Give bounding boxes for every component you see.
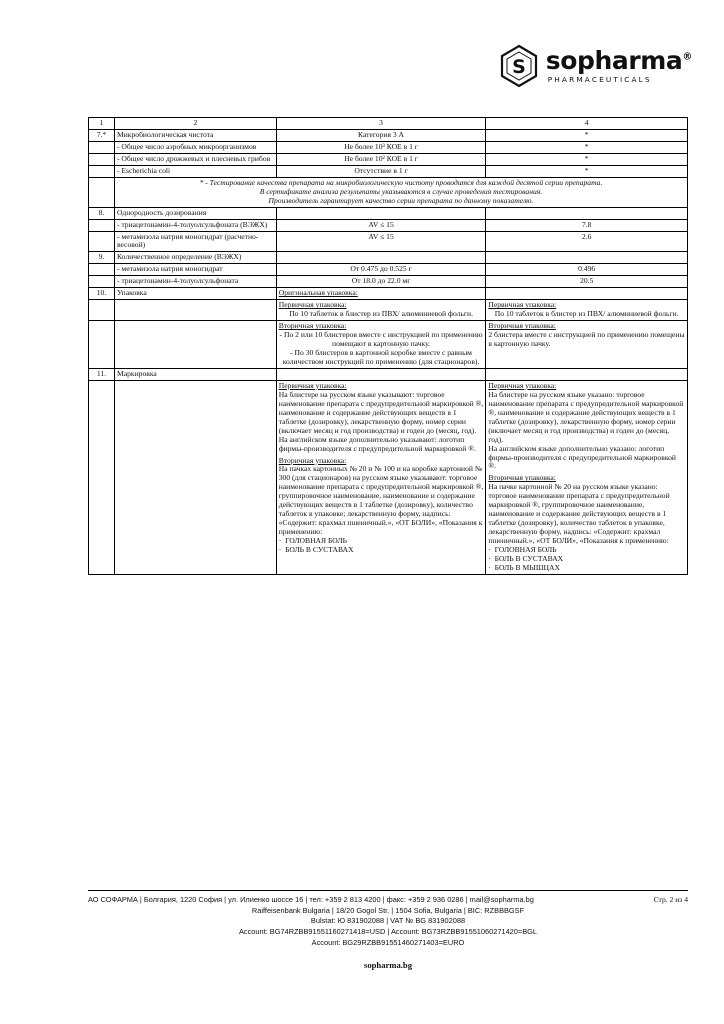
row-number-empty [89, 153, 115, 165]
table-row [89, 219, 688, 231]
row-number-empty [89, 321, 115, 369]
row-result: 0.496 [486, 264, 688, 276]
marking-secondary-text: На пачках картонных № 20 и № 100 и на коробке картонной № 300 (для стационаров) на русском языке указывают: торговое наименование препарата с предупредительной маркировкой ®, группировочное наименование, наименование и содержание действующих веществ в 1 таблетке (дозировку), количество таблеток в упаковке; лекарственную форму, надпись: «Содержит: крахмал пшеничный.», «ОТ БОЛИ», «Показания к применению: [278, 464, 484, 537]
packaging-result-primary [486, 300, 688, 321]
row-number-empty [89, 141, 115, 153]
column-number-4: 4 [486, 118, 688, 130]
row-number-empty [89, 231, 115, 252]
row-result [486, 252, 688, 264]
logo-text-block [546, 48, 692, 83]
row-specification: Не более 10³ КОЕ в 1 г [276, 141, 486, 153]
footnote-line-1: * - Тестирование качества препарата на микробиологическую чистоту проводится для каждой десятой серии препарата. [199, 177, 603, 187]
row-number: 8. [89, 207, 115, 219]
row-parameter-empty [114, 321, 276, 369]
marking-secondary-title: Вторичная упаковка: [278, 455, 347, 465]
row-parameter-empty [114, 300, 276, 321]
row-parameter-name: Упаковка [114, 288, 276, 300]
footnote-cell [114, 177, 687, 207]
marking-indication-item: · ГОЛОВНАЯ БОЛЬ [279, 537, 484, 546]
row-specification: Отсутствие в 1 г [276, 165, 486, 177]
svg-text:S: S [511, 56, 526, 78]
row-parameter-name: - метамизола натрия моногидрат (расчетно-весовой) [114, 231, 276, 252]
footer-website: sopharma.bg [364, 959, 412, 970]
row-parameter-name: Однородность дозирования [114, 207, 276, 219]
footer-bulstat-line: Bulstat: Ю 831902088 | VAT № BG 831902088 [310, 916, 466, 926]
footer-divider [88, 890, 688, 891]
sopharma-logo [499, 44, 692, 88]
packaging-result [486, 288, 688, 300]
secondary-packaging-item-1: - По 2 или 10 блистеров вместе с инструкцией по применению помещают в картонную пачку. [279, 330, 483, 349]
marking-spec-primary-block [279, 382, 484, 454]
footer-company-row [88, 894, 688, 906]
table-row [89, 276, 688, 288]
row-result [486, 207, 688, 219]
footnote-row [89, 177, 688, 207]
row-result: 20.5 [486, 276, 688, 288]
row-result: * [486, 129, 688, 141]
primary-packaging-title: Первичная упаковка: [278, 300, 347, 310]
row-specification [276, 252, 486, 264]
row-number-empty [89, 264, 115, 276]
marking-result-secondary-block [488, 474, 685, 572]
table-row-packaging-secondary [89, 321, 688, 369]
row-result: * [486, 153, 688, 165]
row-parameter-name: Количественное определение (ВЭЖХ) [114, 252, 276, 264]
marking-primary-text: На блистере на русском языке указано: торговое наименование препарата с предупредительной маркировкой ®, наименование и содержание действующих веществ в 1 таблетке (дозировку), лекарственную форму, номер серии (включает месяц и год производства) и годен до (месяц, год). [488, 389, 684, 444]
secondary-packaging-text: 2 блистера вместе с инструкцией по применению помещены в картонную пачку. [488, 330, 685, 349]
row-specification: AV ≤ 15 [276, 219, 486, 231]
column-number-2: 2 [114, 118, 276, 130]
row-specification: От 18.0 до 22.0 мг [276, 276, 486, 288]
row-parameter-name: - Общее число аэробных микроорганизмов [114, 141, 276, 153]
marking-primary-text-2: На английском языке дополнительно указывают: логотип фирмы-производителя с предупредительной маркировкой ®. [278, 434, 476, 453]
packaging-specification [276, 288, 486, 300]
marking-secondary-title: Вторичная упаковка: [488, 473, 556, 483]
page-number: Стр. 2 из 4 [653, 895, 688, 904]
table-row [89, 165, 688, 177]
primary-packaging-text: По 10 таблеток в блистер из ПВХ/ алюминиевой фольги. [289, 309, 473, 319]
row-number: 9. [89, 252, 115, 264]
table-row [89, 252, 688, 264]
row-specification [276, 207, 486, 219]
sopharma-hexagon-icon [499, 44, 539, 88]
marking-primary-title: Первичная упаковка: [488, 380, 557, 390]
row-number: 11. [89, 368, 115, 380]
row-number-empty [89, 177, 115, 207]
packaging-result-secondary [486, 321, 688, 369]
table-row [89, 153, 688, 165]
table-header-row [89, 118, 688, 130]
primary-packaging-title: Первичная упаковка: [488, 300, 557, 310]
footer-company-line: АО СОФАРМА | Болгария, 1220 София | ул. Илиенко шоссе 16 | тел: +359 2 813 4200 | факс: +359 2 936 0286 | mail@sopharma.bg [88, 895, 534, 904]
row-specification: Категория 3 А [276, 129, 486, 141]
marking-result-primary-block [488, 382, 685, 472]
row-number-empty [89, 219, 115, 231]
secondary-packaging-title: Вторичная упаковка: [488, 321, 556, 331]
table-row-packaging-primary [89, 300, 688, 321]
row-parameter-name: - триацетонамин-4-толуолсульфоната (ВЭЖХ) [114, 219, 276, 231]
packaging-spec-secondary [276, 321, 486, 369]
row-number-empty [89, 380, 115, 574]
primary-packaging-text: По 10 таблеток в блистер из ПВХ/ алюминиевой фольги. [494, 309, 679, 319]
original-packaging-title: Оригинальная упаковка: [278, 288, 358, 298]
row-parameter-name: - метамизола натрия моногидрат [114, 264, 276, 276]
row-result: 7.8 [486, 219, 688, 231]
marking-indication-item: · ГОЛОВНАЯ БОЛЬ [488, 546, 685, 555]
row-result: * [486, 141, 688, 153]
row-parameter-empty [114, 380, 276, 574]
row-specification: AV ≤ 15 [276, 231, 486, 252]
marking-specification-empty [276, 368, 486, 380]
logo-wordmark [545, 46, 692, 76]
specification-table [88, 117, 688, 575]
packaging-spec-primary [276, 300, 486, 321]
row-number: 7.* [89, 129, 115, 141]
row-result: * [486, 165, 688, 177]
marking-primary-title: Первичная упаковка: [278, 380, 347, 390]
row-number-empty [89, 300, 115, 321]
marking-spec-secondary-block [279, 457, 484, 555]
row-specification: Не более 10² КОЕ в 1 г [276, 153, 486, 165]
table-row [89, 207, 688, 219]
marking-secondary-text: На пачке картонной № 20 на русском языке указано: торговое наименование препарата с предупредительной маркировкой ®, группировочное наименование, наименование и содержание действующих веществ в 1 таблетке (дозировку), количество таблеток в упаковке, лекарственную форму, надпись: «Содержит: крахмал пшеничный.», «ОТ БОЛИ», «Показания к применению: [488, 482, 670, 546]
marking-indication-item: · БОЛЬ В СУСТАВАХ [279, 546, 484, 555]
row-parameter-name: - триацетонамин-4-толуолсульфоната [114, 276, 276, 288]
logo-subtitle: PHARMACEUTICALS [547, 75, 652, 85]
footer-account-line-1: Account: BG74RZBB91551160271418=USD | Account: BG73RZBB91551060271420=BGL [238, 927, 538, 937]
logo-registered-mark: ® [682, 51, 692, 63]
table-row-marking [89, 368, 688, 380]
column-number-1: 1 [89, 118, 115, 130]
footer-account-line-2: Account: BG29RZBB91551460271403=EURO [311, 937, 465, 947]
table-row [89, 264, 688, 276]
table-row [89, 129, 688, 141]
table-row [89, 231, 688, 252]
marking-result [486, 380, 688, 574]
marking-primary-text: На блистере на русском языке указывают: торговое наименование препарата с предупредительной маркировкой ®, наименование и содержание действующих веществ в 1 таблетке (дозировку), лекарственную форму, номер серии (включает месяц и год производства) и годен до (месяц, год). [278, 389, 484, 435]
secondary-packaging-title: Вторичная упаковка: [278, 321, 347, 331]
page-footer [88, 890, 688, 971]
row-number-empty [89, 276, 115, 288]
marking-indication-item: · БОЛЬ В СУСТАВАХ [488, 555, 685, 564]
row-parameter-name: - Общее число дрожжевых и плесневых грибов [114, 153, 276, 165]
marking-primary-text-2: На английском языке дополнительно указано: логотип фирмы-производителя с предупредительной маркировкой ®. [488, 443, 676, 471]
row-result: 2.6 [486, 231, 688, 252]
footer-bank-line: Raiffeisenbank Bulgaria | 18/20 Gogol Str. | 1504 Sofia, Bulgaria | BIC: RZBBBGSF [251, 905, 525, 915]
row-parameter-name: Маркировка [114, 368, 276, 380]
row-parameter-name: - Escherichia coli [114, 165, 276, 177]
marking-specification [276, 380, 486, 574]
row-parameter-name: Микробиологическая чистота [114, 129, 276, 141]
table-row [89, 141, 688, 153]
logo-name-text: sopharma [545, 46, 683, 76]
table-row-packaging [89, 288, 688, 300]
row-number: 10. [89, 288, 115, 300]
row-number-empty [89, 165, 115, 177]
footnote-line-2: В сертификате анализа результаты указываются в случае проведения тестирования. [259, 186, 543, 196]
table-row-marking-content [89, 380, 688, 574]
marking-result-empty [486, 368, 688, 380]
secondary-packaging-item-2: - По 30 блистеров в картонной коробке вместе с равным количеством инструкций по применению (для стационаров). [282, 348, 480, 366]
marking-indication-item: · БОЛЬ В МЫШЦАХ [488, 564, 685, 573]
row-specification: От 0.475 до 0.525 г [276, 264, 486, 276]
column-number-3: 3 [276, 118, 486, 130]
footnote-line-3: Производитель гарантирует качество серии препарата по данному показателю. [268, 195, 534, 205]
